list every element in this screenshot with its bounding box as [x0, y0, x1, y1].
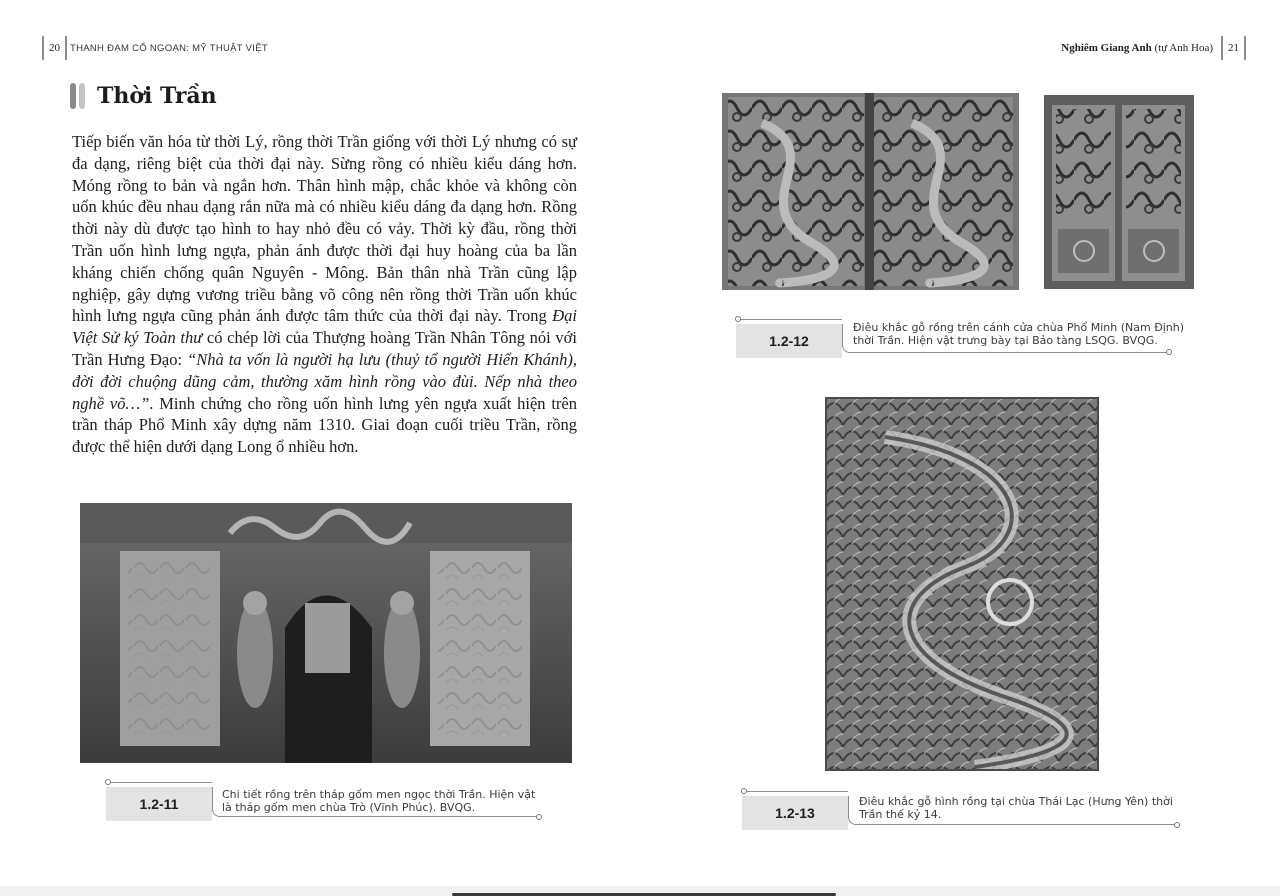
left-page: [0, 0, 640, 886]
figure-caption-1-2-13: [742, 790, 1182, 838]
header-divider: [1244, 36, 1246, 60]
right-running-header: [1061, 36, 1246, 60]
figure-number: 1.2-13: [742, 796, 848, 830]
photo-ceramic-tower: [80, 503, 572, 763]
page-number-right: 21: [1228, 42, 1239, 54]
figure-number: 1.2-11: [106, 787, 212, 821]
photo-door-full: [1044, 95, 1194, 289]
running-title: THANH ĐẠM CỔ NGOẠN: MỸ THUẬT VIỆT: [70, 42, 268, 54]
section-heading: [70, 82, 217, 110]
header-divider: [65, 36, 67, 60]
caption-dot-icon: [105, 779, 111, 785]
figure-caption: Điêu khắc gỗ rồng trên cánh cửa chùa Phổ Minh (Nam Định) thời Trần. Hiện vật trưng bày tại Bảo tàng LSQG. BVQG.: [853, 321, 1185, 347]
figure-caption-1-2-11: [106, 781, 546, 829]
page-number-left: 20: [49, 42, 60, 54]
body-paragraph: Tiếp biến văn hóa từ thời Lý, rồng thời Trần giống với thời Lý nhưng có sự đa dạng, riêng biệt của thời đại này. Sừng rồng có nhiều kiểu dáng hơn. Móng rồng to bản và ngắn hơn. Thân hình mập, chắc khỏe và không còn uốn khúc đều nhau dạng rắn nữa mà có nhiều kiểu dáng đa dạng hơn. Rồng thời này dù được tạo hình to hay nhỏ đều có vảy. Thời kỳ đầu, rồng thời Trần uốn hình lưng ngựa, phản ánh được thời đại huy hoàng của ba lần kháng chiến chống quân Nguyên - Mông. Bản thân nhà Trần cũng lập nghiệp, gây dựng vương triều bằng võ công nên rồng thời Trần uốn khúc hình lưng ngựa cũng phản ánh được tâm thức của thời đại này. Trong Đại Việt Sử ký Toàn thư có chép lời của Thượng hoàng Trần Nhân Tông nói với Trần Hưng Đạo: “Nhà ta vốn là người hạ lưu (thuỷ tổ người Hiển Khánh), đời đời chuộng dũng cảm, thường xăm hình rồng vào đùi. Nếp nhà theo nghề võ…”. Minh chứng cho rồng uốn hình lưng yên ngựa xuất hiện trên trần tháp Phổ Minh xây dựng năm 1310. Giai đoạn cuối triều Trần, rồng được thể hiện dưới dạng Long ổ nhiều hơn.: [72, 132, 577, 457]
figure-caption: Điêu khắc gỗ hình rồng tại chùa Thái Lạc (Hưng Yên) thời Trần thế kỷ 14.: [859, 795, 1173, 821]
figure-caption-1-2-12: [736, 318, 1185, 366]
caption-dot-icon: [1166, 349, 1172, 355]
figure-number: 1.2-12: [736, 324, 842, 358]
heading-marker-icon: [70, 83, 85, 109]
author-name: Nghiêm Giang Anh (tự Anh Hoa): [1061, 42, 1213, 54]
left-running-header: [42, 36, 268, 60]
book-title: Đại Việt Sử ký Toàn thư: [72, 306, 577, 348]
section-title: Thời Trần: [97, 83, 217, 109]
photo-carved-doors: [722, 93, 1019, 290]
figure-caption: Chi tiết rồng trên tháp gốm men ngọc thời Trần. Hiện vật là tháp gốm men chùa Trò (Vĩnh Phúc). BVQG.: [222, 788, 536, 814]
quote: “Nhà ta vốn là người hạ lưu (thuỷ tổ người Hiển Khánh), đời đời chuộng dũng cảm, thường xăm hình rồng vào đùi. Nếp nhà theo nghề võ…”: [72, 349, 577, 413]
caption-dot-icon: [1174, 822, 1180, 828]
caption-dot-icon: [741, 788, 747, 794]
caption-dot-icon: [735, 316, 741, 322]
photo-dragon-panel: [825, 397, 1099, 771]
caption-dot-icon: [536, 814, 542, 820]
right-page: [640, 0, 1280, 886]
